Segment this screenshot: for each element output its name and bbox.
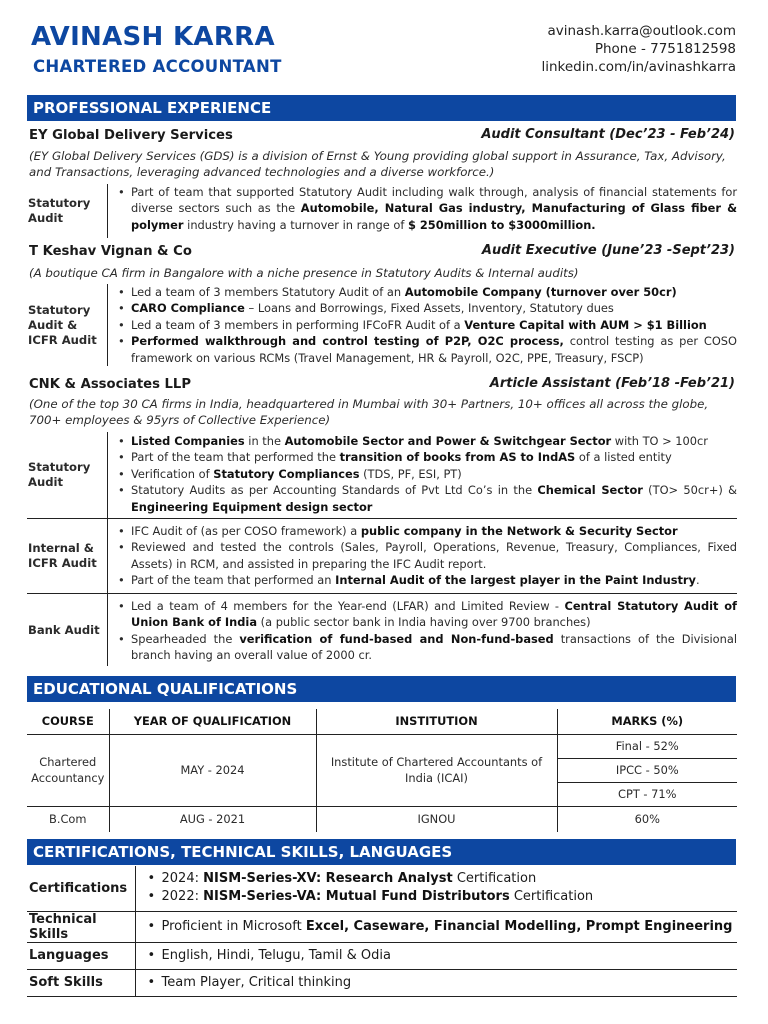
course-cell: B.Com <box>27 806 109 832</box>
section-header-education: EDUCATIONAL QUALIFICATIONS <box>27 676 736 702</box>
section-header-experience: PROFESSIONAL EXPERIENCE <box>27 95 736 121</box>
marks-cell: CPT - 71% <box>557 782 737 806</box>
table-row <box>27 866 737 911</box>
table-row <box>27 911 737 942</box>
skills-table <box>27 866 737 997</box>
group-label: Statutory Audit & ICFR Audit <box>28 302 97 347</box>
institution-cell: IGNOU <box>316 806 557 832</box>
group-label: Statutory Audit <box>28 460 91 489</box>
experience-group <box>27 594 737 666</box>
list-item: • CARO Compliance – Loans and Borrowings, Fixed Assets, Inventory, Statutory dues <box>117 300 737 316</box>
marks-cell: IPCC - 50% <box>557 758 737 782</box>
candidate-name: AVINASH KARRA <box>31 22 275 52</box>
job-position: Audit Executive (June’23 -Sept’23) <box>481 243 735 258</box>
year-cell: AUG - 2021 <box>109 806 316 832</box>
row-label: Languages <box>27 942 135 969</box>
group-label: Statutory Audit <box>28 196 91 225</box>
company-description: (One of the top 30 CA firms in India, headquartered in Mumbai with 30+ Partners, 10+ offices all across the globe, 700+ employees & 95yrs of Collective Experience) <box>29 397 709 427</box>
list-item: • Reviewed and tested the controls (Sales, Payroll, Operations, Revenue, Treasury, Compliances, Fixed Assets) in RCM, and assisted in preparing the IFC Audit report. <box>117 539 737 572</box>
column-header: COURSE <box>27 709 109 734</box>
list-item: • Statutory Audits as per Accounting Standards of Pvt Ltd Co’s in the Chemical Sector (TO> 50cr+) & Engineering Equipment design sector <box>117 482 737 515</box>
table-row <box>27 806 737 832</box>
list-item: • Spearheaded the verification of fund-based and Non-fund-based transactions of the Divisional branch having an overall value of 2000 cr. <box>117 631 737 664</box>
institution-cell: Institute of Chartered Accountants of India (ICAI) <box>316 734 557 806</box>
year-cell: MAY - 2024 <box>109 734 316 806</box>
list-item: • Team Player, Critical thinking <box>146 974 738 992</box>
job-position: Article Assistant (Feb’18 -Feb’21) <box>489 376 735 391</box>
list-item: • Verification of Statutory Compliances (TDS, PF, ESI, PT) <box>117 466 737 482</box>
list-item: • 2024: NISM-Series-XV: Research Analyst Certification <box>146 870 738 888</box>
list-item: • Led a team of 4 members for the Year-end (LFAR) and Limited Review - Central Statutory Audit of Union Bank of India (a public sector bank in India having over 9700 branches) <box>117 598 737 631</box>
bullet-list <box>146 947 738 965</box>
group-label: Internal & ICFR Audit <box>28 541 97 570</box>
bullet-list <box>108 432 737 518</box>
list-item: • Led a team of 3 members Statutory Audit of an Automobile Company (turnover over 50cr) <box>117 284 737 300</box>
bullet-list <box>146 870 738 906</box>
column-header: INSTITUTION <box>316 709 557 734</box>
linkedin[interactable]: linkedin.com/in/avinashkarra <box>541 59 736 75</box>
company-description: (A boutique CA firm in Bangalore with a niche presence in Statutory Audits & Internal audits) <box>29 266 579 280</box>
list-item: • Part of the team that performed an Internal Audit of the largest player in the Paint Industry. <box>117 572 737 588</box>
list-item: • 2022: NISM-Series-VA: Mutual Fund Distributors Certification <box>146 888 738 906</box>
list-item: • Led a team of 3 members in performing IFCoFR Audit of a Venture Capital with AUM > $1 Billion <box>117 317 737 333</box>
experience-group <box>27 519 737 593</box>
column-header: YEAR OF QUALIFICATION <box>109 709 316 734</box>
table-row <box>27 969 737 996</box>
company-description: (EY Global Delivery Services (GDS) is a division of Ernst & Young providing global support in Assurance, Tax, Advisory, and Transactions, leveraging advanced technologies and a diverse workforce.) <box>29 149 726 179</box>
marks-cell: 60% <box>557 806 737 832</box>
candidate-role: CHARTERED ACCOUNTANT <box>33 57 282 76</box>
phone: Phone - 7751812598 <box>594 41 736 57</box>
contact-block <box>541 22 736 76</box>
experience-group <box>27 432 737 518</box>
column-header: MARKS (%) <box>557 709 737 734</box>
bullet-list <box>146 974 738 992</box>
list-item: • English, Hindi, Telugu, Tamil & Odia <box>146 947 738 965</box>
bullet-list <box>108 184 737 238</box>
list-item: • Proficient in Microsoft Excel, Caseware, Financial Modelling, Prompt Engineering <box>146 918 738 936</box>
email[interactable]: avinash.karra@outlook.com <box>547 23 736 39</box>
table-row <box>27 942 737 969</box>
company-name: EY Global Delivery Services <box>29 128 233 143</box>
table-row <box>27 734 737 758</box>
company-name: T Keshav Vignan & Co <box>29 244 192 259</box>
list-item: • Part of the team that performed the transition of books from AS to IndAS of a listed entity <box>117 449 737 465</box>
bullet-list <box>146 918 738 936</box>
list-item: • Performed walkthrough and control testing of P2P, O2C process, control testing as per COSO framework on various RCMs (Travel Management, HR & Payroll, O2C, PPE, Treasury, FSCP) <box>117 333 737 366</box>
experience-group <box>27 284 737 366</box>
group-label: Bank Audit <box>28 622 100 637</box>
bullet-list <box>108 519 737 593</box>
job-position: Audit Consultant (Dec’23 - Feb’24) <box>481 127 735 142</box>
bullet-list <box>108 284 737 366</box>
experience-group <box>27 184 737 238</box>
row-label: Technical Skills <box>27 911 135 942</box>
list-item: • Part of team that supported Statutory Audit including walk through, analysis of financial statements for diverse sectors such as the Automobile, Natural Gas industry, Manufacturing of Glass fiber & polymer industry having a turnover in range of $ 250million to $3000million. <box>117 184 737 233</box>
marks-cell: Final - 52% <box>557 734 737 758</box>
row-label: Certifications <box>27 866 135 911</box>
company-name: CNK & Associates LLP <box>29 377 191 392</box>
course-cell: Chartered Accountancy <box>27 734 109 806</box>
bullet-list <box>108 594 737 666</box>
list-item: • Listed Companies in the Automobile Sector and Power & Switchgear Sector with TO > 100cr <box>117 433 737 449</box>
section-header-skills: CERTIFICATIONS, TECHNICAL SKILLS, LANGUAGES <box>27 839 736 865</box>
row-label: Soft Skills <box>27 969 135 996</box>
education-table <box>27 709 737 832</box>
list-item: • IFC Audit of (as per COSO framework) a public company in the Network & Security Sector <box>117 523 737 539</box>
